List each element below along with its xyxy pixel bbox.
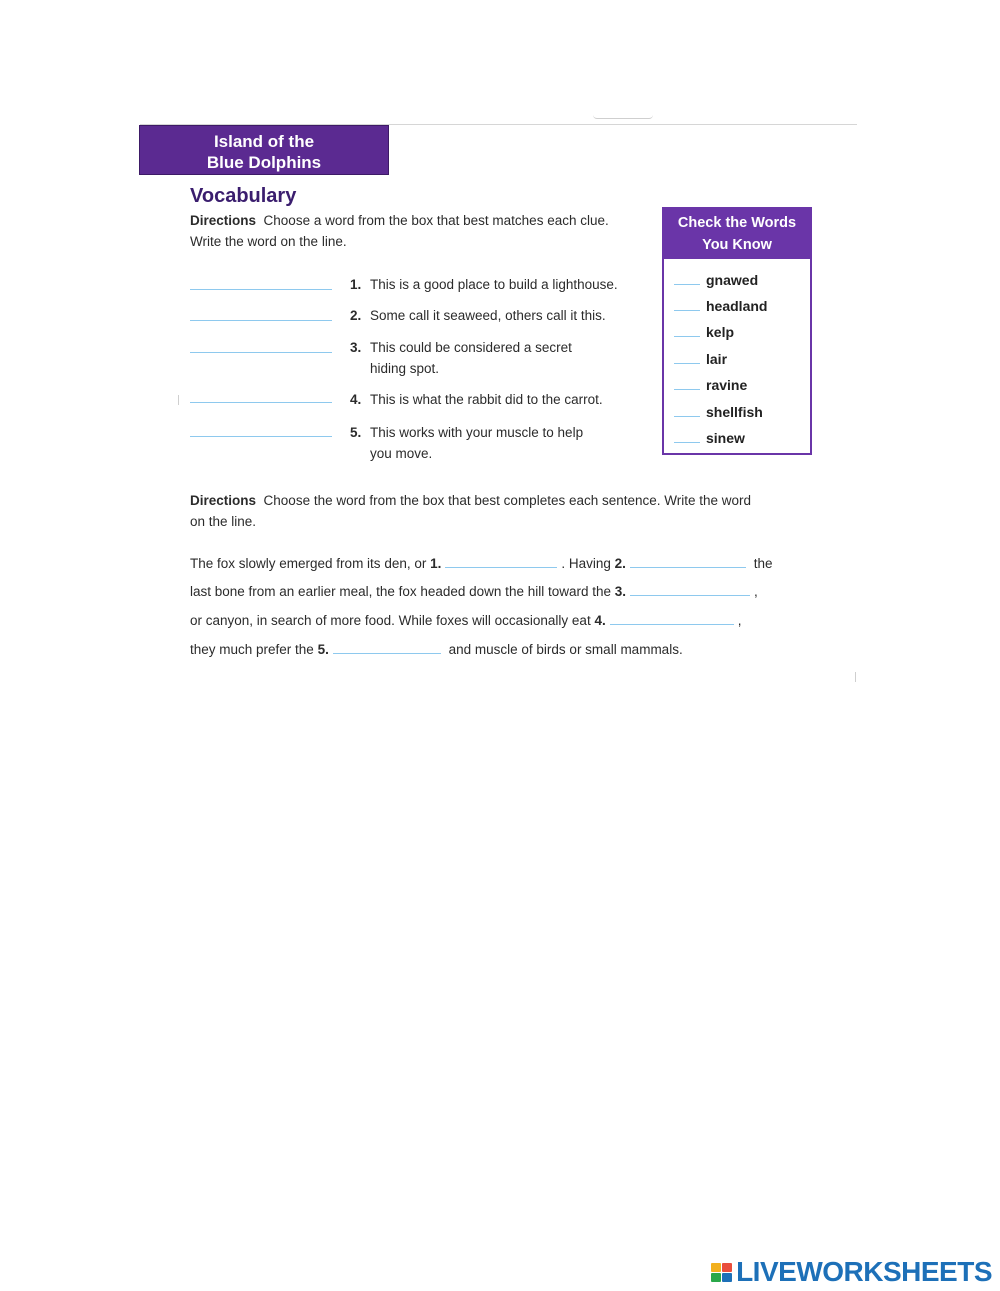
paragraph-text: , [754,584,758,599]
scan-mark [855,672,856,682]
clue-text-continued: you move. [370,446,433,461]
fill-blank-3[interactable] [630,595,750,596]
clue-number: 2. [350,308,362,323]
logo-blocks-icon [711,1263,732,1282]
blank-number-3: 3. [614,584,627,599]
paragraph-text: they much prefer the [190,642,314,657]
clue-1 [350,274,618,295]
word-label: lair [706,351,728,367]
logo-text: LIVEWORKSHEETS [736,1256,992,1287]
fill-blank-2[interactable] [630,567,746,568]
fill-blank-1[interactable] [445,567,557,568]
clue-4 [350,389,603,410]
answer-line-5[interactable] [190,436,332,437]
clue-text: This is what the rabbit did to the carrot. [370,392,603,407]
liveworksheets-logo [711,1256,992,1288]
paragraph-line-2 [190,577,758,606]
banner-line-1: Island of the [213,132,315,151]
clue-text: This works with your muscle to help [370,425,584,440]
word-box [662,207,812,455]
answer-line-4[interactable] [190,402,332,403]
paragraph-text: , [737,613,742,628]
scan-mark [178,395,179,405]
directions-1-text-2: Write the word on the line. [190,234,347,249]
word-item [674,377,747,393]
word-item [674,351,727,367]
word-checkbox-line[interactable] [674,284,700,285]
clue-number: 1. [350,277,362,292]
paragraph-text: and muscle of birds or small mammals. [448,642,683,657]
clue-2 [350,305,606,326]
blank-number-4: 4. [594,613,606,628]
title-banner [139,125,389,175]
word-label: shellfish [706,404,763,420]
word-box-title-1: Check the Words [677,215,797,231]
clue-5 [350,422,583,464]
clue-number: 5. [350,425,362,440]
word-item [674,324,734,340]
word-checkbox-line[interactable] [674,363,700,364]
word-label: kelp [706,324,735,340]
fill-blank-5[interactable] [333,653,441,654]
word-label: headland [706,298,768,314]
paragraph-text: . Having [561,556,611,571]
paragraph-line-3 [190,606,742,635]
word-box-header [664,209,810,259]
answer-line-3[interactable] [190,352,332,353]
directions-1-label: Directions [190,213,257,228]
clue-number: 4. [350,392,362,407]
directions-1-text-1: Choose a word from the box that best matches each clue. [263,213,609,228]
word-item [674,404,763,420]
clue-text: Some call it seaweed, others call it this. [370,308,606,323]
directions-2-text-1: Choose the word from the box that best completes each sentence. Write the word [263,493,752,508]
word-checkbox-line[interactable] [674,389,700,390]
clue-text: This could be considered a secret [370,340,572,355]
word-checkbox-line[interactable] [674,416,700,417]
clue-number: 3. [350,340,362,355]
blank-number-2: 2. [614,556,626,571]
fill-blank-4[interactable] [610,624,734,625]
section-title: Vocabulary [190,185,297,207]
clue-text-continued: hiding spot. [370,361,440,376]
blank-number-1: 1. [430,556,442,571]
word-item [674,298,767,314]
directions-2-label: Directions [190,493,257,508]
word-checkbox-line[interactable] [674,336,700,337]
blank-number-5: 5. [317,642,329,657]
word-label: ravine [706,377,748,393]
answer-line-2[interactable] [190,320,332,321]
answer-line-1[interactable] [190,289,332,290]
paragraph-text: the [753,556,773,571]
clue-text: This is a good place to build a lighthouse. [370,277,618,292]
clue-3 [350,337,572,379]
paragraph-text: last bone from an earlier meal, the fox headed down the hill toward the [190,584,611,599]
paragraph-line-4 [190,635,683,664]
word-checkbox-line[interactable] [674,442,700,443]
word-label: gnawed [706,272,759,288]
banner-line-2: Blue Dolphins [206,153,322,172]
word-item [674,272,758,288]
word-box-title-2: You Know [702,237,772,253]
directions-2-text-2: on the line. [190,514,257,529]
word-item [674,430,745,446]
paragraph-text: The fox slowly emerged from its den, or [190,556,427,571]
directions-1 [190,210,650,252]
paragraph-text: or canyon, in search of more food. While foxes will occasionally eat [190,613,591,628]
word-checkbox-line[interactable] [674,310,700,311]
top-tab [593,110,653,119]
directions-2 [190,490,820,532]
paragraph-line-1 [190,549,772,578]
word-label: sinew [706,430,745,446]
